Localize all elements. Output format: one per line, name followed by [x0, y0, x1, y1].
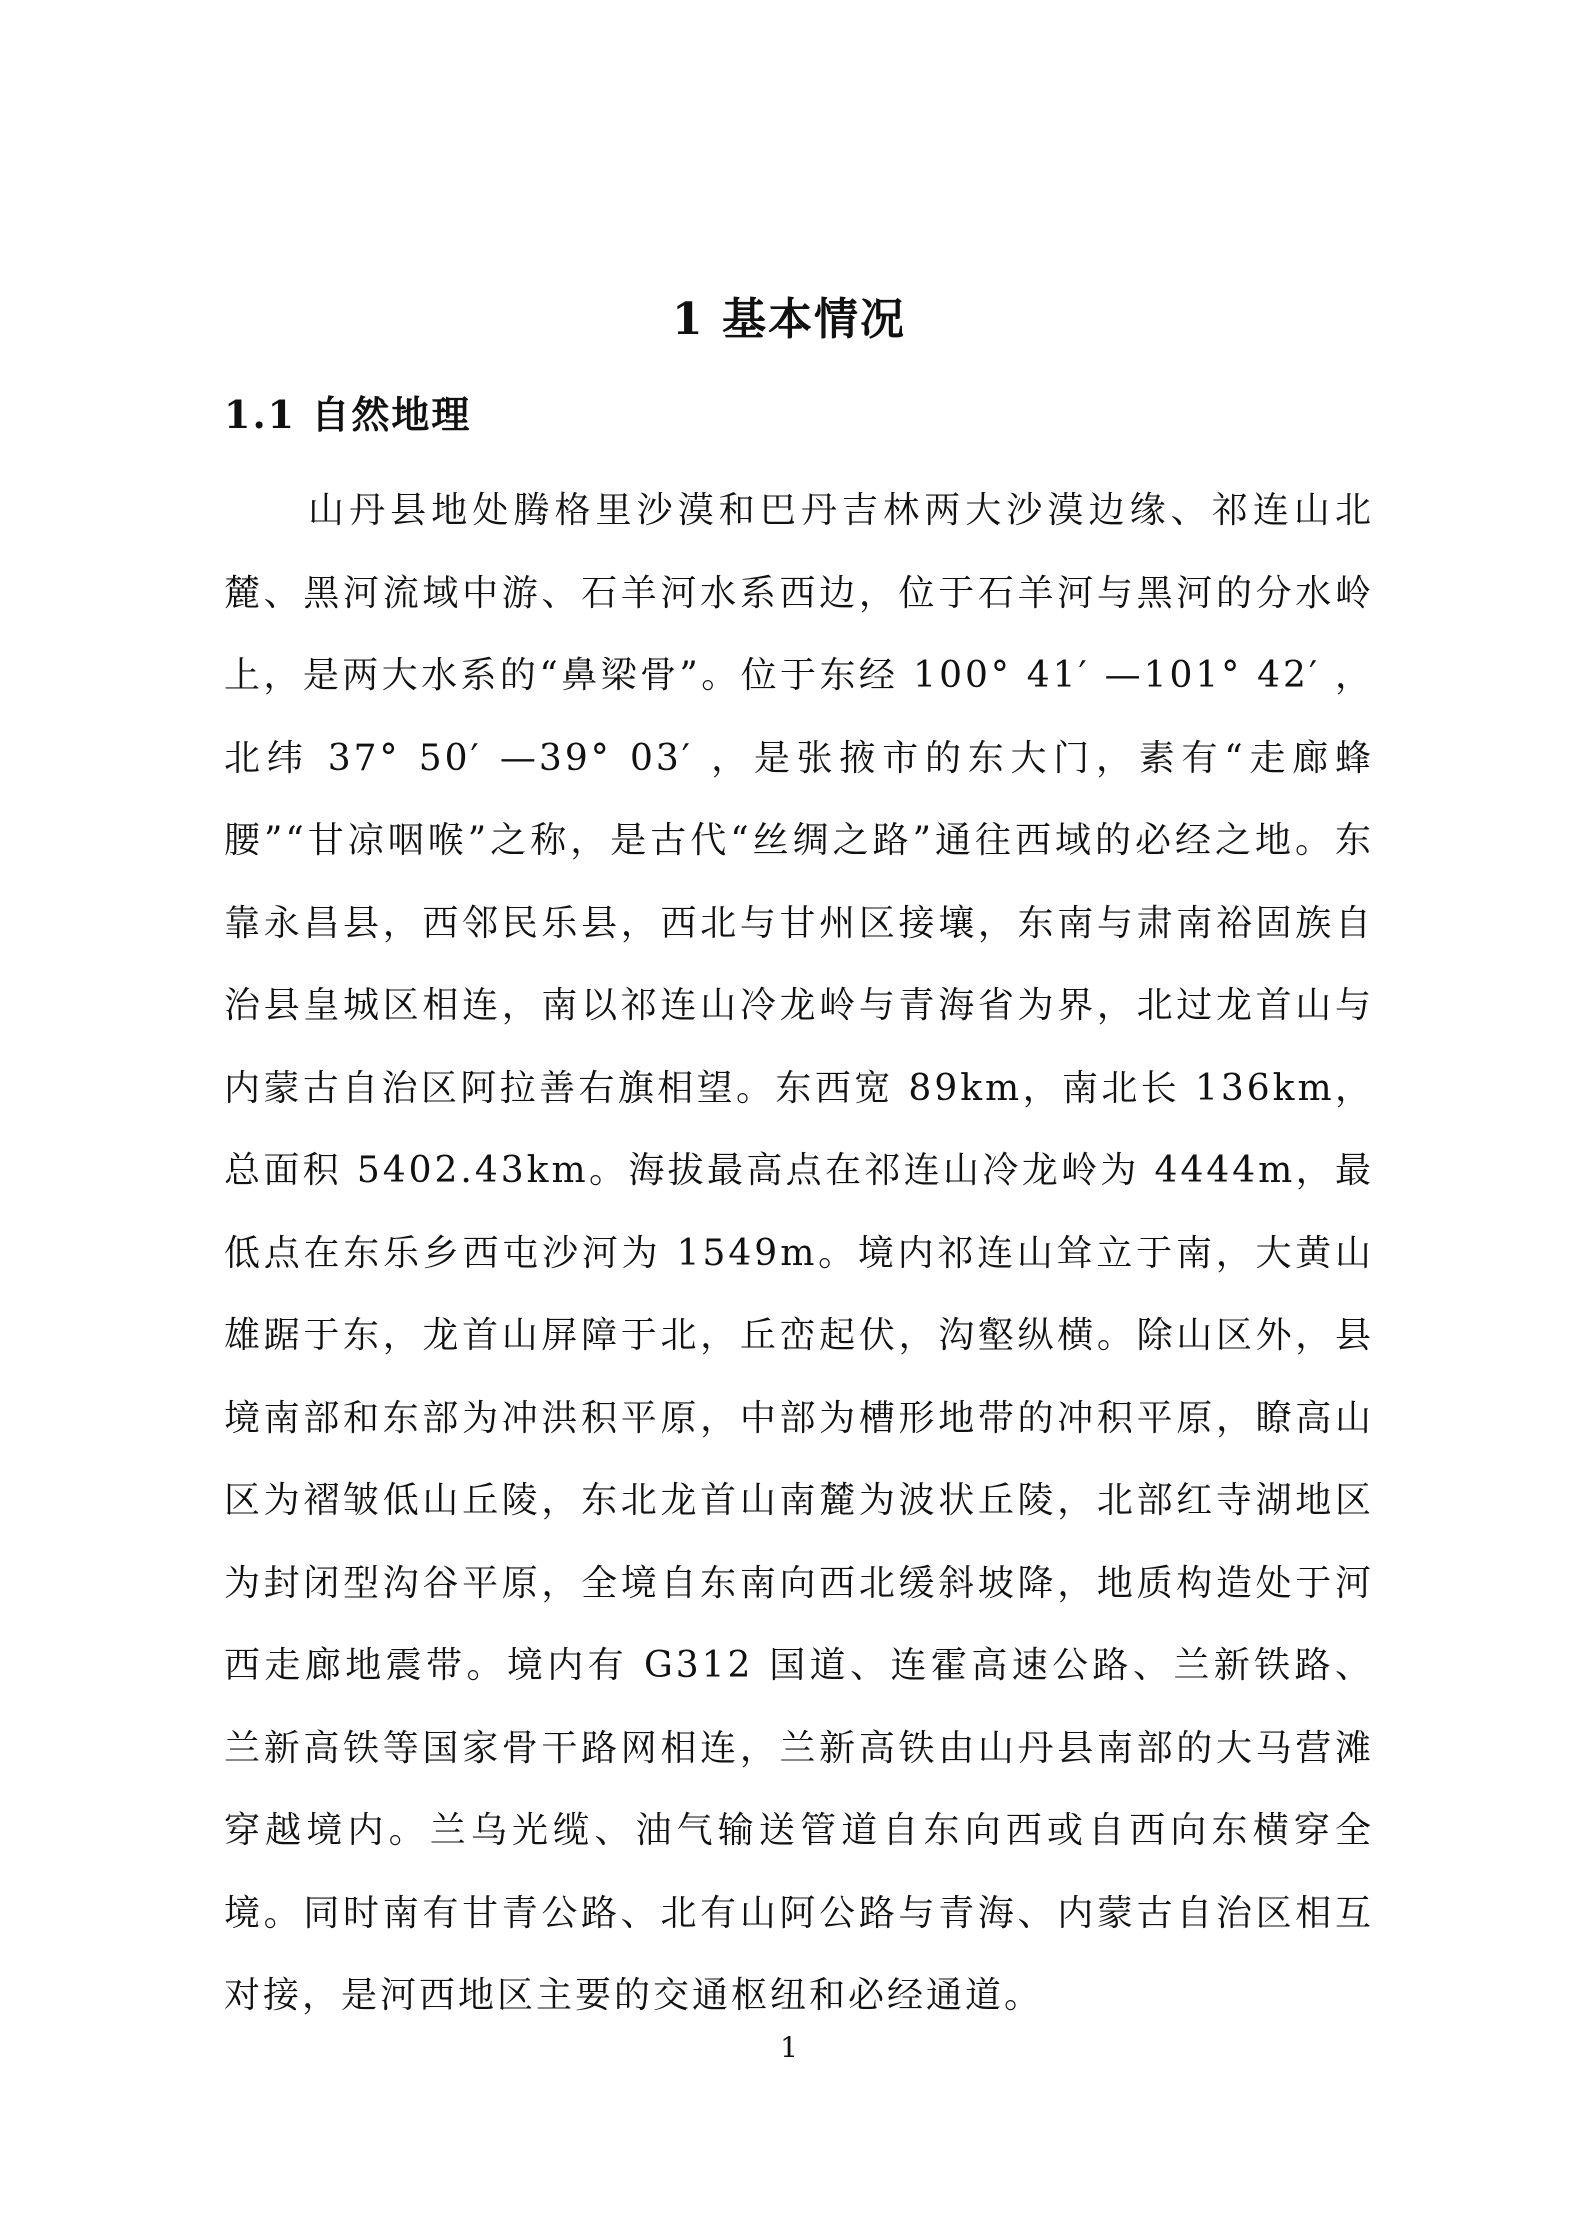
body-paragraph: 山丹县地处腾格里沙漠和巴丹吉林两大沙漠边缘、祁连山北麓、黑河流域中游、石羊河水系西边，位于石羊河与黑河的分水岭上，是两大水系的“鼻梁骨”。位于东经 100° 41′ —101° 42′ ，北纬 37° 50′ —39° 03′ ，是张掖市的东大门，素有“走廊蜂腰”“甘凉咽喉”之称，是古代“丝绸之路”通往西域的必经之地。东靠永昌县，西邻民乐县，西北与甘州区接壤，东南与肃南裕固族自治县皇城区相连，南以祁连山冷龙岭与青海省为界，北过龙首山与内蒙古自治区阿拉善右旗相望。东西宽 89km，南北长 136km，总面积 5402.43km。海拔最高点在祁连山冷龙岭为 4444m，最低点在东乐乡西屯沙河为 1549m。境内祁连山耸立于南，大黄山雄踞于东，龙首山屏障于北，丘峦起伏，沟壑纵横。除山区外，县境南部和东部为冲洪积平原，中部为槽形地带的冲积平原，瞭高山区为褶皱低山丘陵，东北龙首山南麓为波状丘陵，北部红寺湖地区为封闭型沟谷平原，全境自东南向西北缓斜坡降，地质构造处于河西走廊地震带。境内有 G312 国道、连霍高速公路、兰新铁路、兰新高铁等国家骨干路网相连，兰新高铁由山丹县南部的大马营滩穿越境内。兰乌光缆、油气输送管道自东向西或自西向东横穿全境。同时南有甘青公路、北有山阿公路与青海、内蒙古自治区相互对接，是河西地区主要的交通枢纽和必经通道。	[224, 490, 1374, 2016]
page-number: 1	[780, 2031, 798, 2064]
section-heading: 1.1 自然地理	[224, 392, 472, 437]
chapter-title: 1 基本情况	[672, 294, 906, 345]
